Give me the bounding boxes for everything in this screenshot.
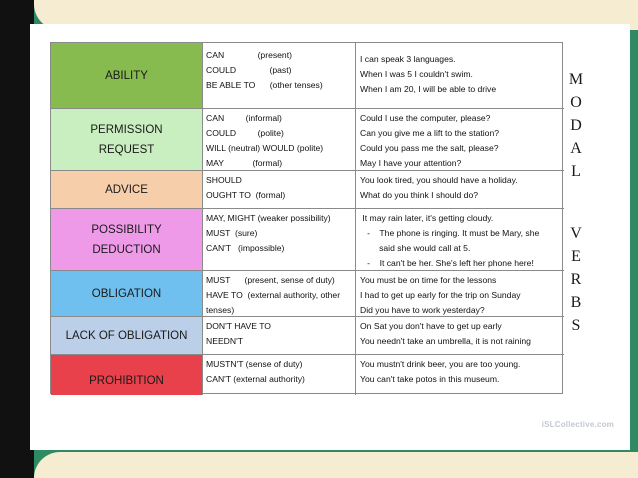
example-line: It may rain later, it's getting cloudy.: [360, 213, 494, 223]
side-letter: D: [570, 117, 582, 134]
side-letter: A: [570, 140, 582, 157]
label-text: OBLIGATION: [91, 287, 162, 300]
forms-lack-of-obligation: [203, 317, 356, 355]
examples-prohibition: [356, 355, 564, 395]
form-line: MAY (formal): [206, 158, 283, 168]
example-line: When I was 5 I couldn't swim.: [360, 69, 473, 79]
form-line: NEEDN'T: [206, 336, 243, 346]
form-line: CAN'T (impossible): [206, 243, 285, 253]
label-permission-request: [51, 109, 203, 171]
example-line: On Sat you don't have to get up early: [360, 321, 502, 331]
side-title-verbs: [568, 222, 584, 337]
side-letter: L: [571, 163, 581, 180]
example-line: You mustn't drink beer, you are too young.: [360, 359, 521, 369]
dark-left-edge: [0, 0, 34, 478]
slide: [30, 24, 630, 450]
form-line: CAN (present): [206, 50, 292, 60]
example-line: Did you have to work yesterday?: [360, 305, 485, 315]
side-letter: S: [571, 317, 581, 334]
example-line: What do you think I should do?: [360, 190, 479, 200]
example-line: - The phone is ringing. It must be Mary, she: [360, 228, 540, 238]
label-obligation: [51, 271, 203, 317]
side-letter: R: [570, 271, 582, 288]
form-line: BE ABLE TO (other tenses): [206, 80, 323, 90]
form-line: COULD (past): [206, 65, 292, 75]
side-letter: E: [571, 248, 581, 265]
watermark: iSLCollective.com: [541, 420, 614, 429]
label-text: DEDUCTION: [92, 243, 161, 256]
form-line: DON'T HAVE TO: [206, 321, 271, 331]
forms-possibility: [203, 209, 356, 271]
example-line: You can't take potos in this museum.: [360, 374, 500, 384]
form-line: SHOULD: [206, 175, 242, 185]
side-letter: O: [570, 94, 582, 111]
example-line: I can speak 3 languages.: [360, 54, 456, 64]
forms-permission: [203, 109, 356, 171]
example-line: You look tired, you should have a holiday.: [360, 175, 518, 185]
form-line: MUST (present, sense of duty): [206, 275, 335, 285]
examples-obligation: [356, 271, 564, 317]
side-letter: M: [568, 71, 584, 88]
example-line: You needn't take an umbrella, it is not raining: [360, 336, 531, 346]
example-line: Could you pass me the salt, please?: [360, 143, 499, 153]
label-ability: [51, 43, 203, 109]
label-text: ABILITY: [105, 69, 148, 82]
form-line: COULD (polite): [206, 128, 284, 138]
form-line: MUSTN'T (sense of duty): [206, 359, 303, 369]
form-line: MUST (sure): [206, 228, 258, 238]
examples-lack-of-obligation: [356, 317, 564, 355]
cream-bottom-band: [34, 452, 638, 478]
example-line: Can you give me a lift to the station?: [360, 128, 500, 138]
modal-verbs-table: [50, 42, 563, 394]
label-possibility-deduction: [51, 209, 203, 271]
label-text: PERMISSION: [90, 123, 163, 136]
example-line: You must be on time for the lessons: [360, 275, 497, 285]
example-line: said she would call at 5.: [360, 243, 471, 253]
label-text: REQUEST: [98, 143, 155, 156]
label-text: LACK OF OBLIGATION: [65, 329, 188, 342]
form-line: MAY, MIGHT (weaker possibility): [206, 213, 331, 223]
example-line: - It can't be her. She's left her phone here!: [360, 258, 534, 268]
side-letter: V: [570, 225, 582, 242]
form-line: WILL (neutral) WOULD (polite): [206, 143, 324, 153]
example-line: May I have your attention?: [360, 158, 462, 168]
label-text: ADVICE: [105, 183, 148, 196]
example-line: Could I use the computer, please?: [360, 113, 491, 123]
label-text: PROHIBITION: [89, 375, 164, 387]
form-line: CAN'T (external authority): [206, 374, 305, 384]
example-line: When I am 20, I will be able to drive: [360, 84, 497, 94]
examples-possibility: [356, 209, 564, 271]
example-line: I had to get up early for the trip on Sunday: [360, 290, 521, 300]
form-line: tenses): [206, 305, 235, 315]
forms-prohibition: [203, 355, 356, 395]
label-prohibition: [51, 355, 203, 395]
examples-advice: [356, 171, 564, 209]
label-text: POSSIBILITY: [91, 223, 162, 236]
side-title-modal: [568, 68, 584, 183]
forms-advice: [203, 171, 356, 209]
label-advice: [51, 171, 203, 209]
form-line: OUGHT TO (formal): [206, 190, 286, 200]
forms-obligation: [203, 271, 356, 317]
examples-permission: [356, 109, 564, 171]
side-letter: B: [570, 294, 582, 311]
form-line: HAVE TO (external authority, other: [206, 290, 341, 300]
examples-ability: [356, 43, 564, 109]
form-line: CAN (informal): [206, 113, 282, 123]
label-lack-of-obligation: [51, 317, 203, 355]
forms-ability: [203, 43, 356, 109]
